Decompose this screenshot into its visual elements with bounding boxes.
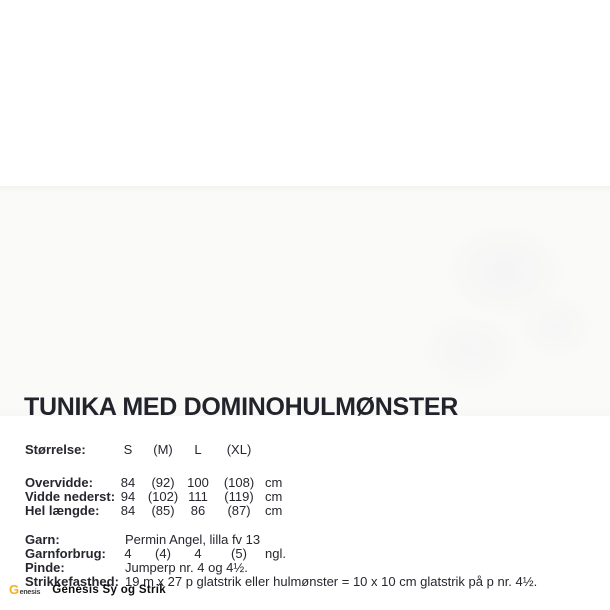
row-value: (102) bbox=[147, 489, 179, 504]
size-col-xl: (XL) bbox=[226, 442, 252, 457]
row-unit: cm bbox=[265, 489, 283, 504]
brand-name: Genesis Sy og Strik bbox=[52, 584, 166, 596]
logo-g-glyph: G bbox=[9, 582, 20, 597]
detail-text: Permin Angel, lilla fv 13 bbox=[125, 532, 261, 547]
detail-label: Strikkefasthed: bbox=[25, 574, 119, 589]
detail-label: Garnforbrug: bbox=[25, 546, 106, 561]
row-value: 4 bbox=[194, 546, 202, 561]
row-value: 100 bbox=[187, 475, 209, 490]
row-label: Vidde nederst: bbox=[25, 489, 116, 504]
table-row bbox=[25, 490, 595, 504]
row-unit: ngl. bbox=[265, 546, 286, 561]
row-unit: cm bbox=[265, 475, 283, 490]
size-header-row bbox=[25, 443, 595, 457]
size-col-m: (M) bbox=[153, 442, 173, 457]
table-row bbox=[25, 504, 595, 518]
row-value: 86 bbox=[190, 503, 206, 518]
page-title: TUNIKA MED DOMINOHULMØNSTER bbox=[24, 393, 459, 421]
row-value: 84 bbox=[120, 475, 136, 490]
row-label: Overvidde: bbox=[25, 475, 93, 490]
size-col-l: L bbox=[194, 442, 202, 457]
row-value: (5) bbox=[231, 546, 247, 561]
row-unit: cm bbox=[265, 503, 283, 518]
row-value: 94 bbox=[120, 489, 136, 504]
detail-label: Pinde: bbox=[25, 560, 65, 575]
row-value: (85) bbox=[151, 503, 175, 518]
row-value: 84 bbox=[120, 503, 136, 518]
detail-row-garnforbrug bbox=[25, 547, 595, 561]
genesis-logo-icon bbox=[9, 584, 40, 596]
size-col-s: S bbox=[123, 442, 133, 457]
row-value: (119) bbox=[224, 489, 254, 504]
row-value: (4) bbox=[155, 546, 171, 561]
row-value: (92) bbox=[151, 475, 175, 490]
row-value: (108) bbox=[223, 475, 255, 490]
row-value: 111 bbox=[188, 489, 208, 504]
brand-footer bbox=[9, 583, 166, 597]
row-label: Hel længde: bbox=[25, 503, 100, 518]
table-row bbox=[25, 476, 595, 490]
logo-wordmark: enesis bbox=[19, 589, 41, 596]
scanned-document-area bbox=[0, 186, 610, 589]
detail-row-pinde bbox=[25, 561, 595, 575]
detail-text: 19 m x 27 p glatstrik eller hulmønster = 10 x 10 cm glatstrik på p nr. 4½. bbox=[125, 574, 538, 589]
detail-row-garn bbox=[25, 533, 595, 547]
detail-text: Jumperp nr. 4 og 4½. bbox=[125, 560, 248, 575]
detail-label: Garn: bbox=[25, 532, 60, 547]
size-header-label: Størrelse: bbox=[25, 442, 86, 457]
row-value: 4 bbox=[124, 546, 132, 561]
row-value: (87) bbox=[227, 503, 251, 518]
